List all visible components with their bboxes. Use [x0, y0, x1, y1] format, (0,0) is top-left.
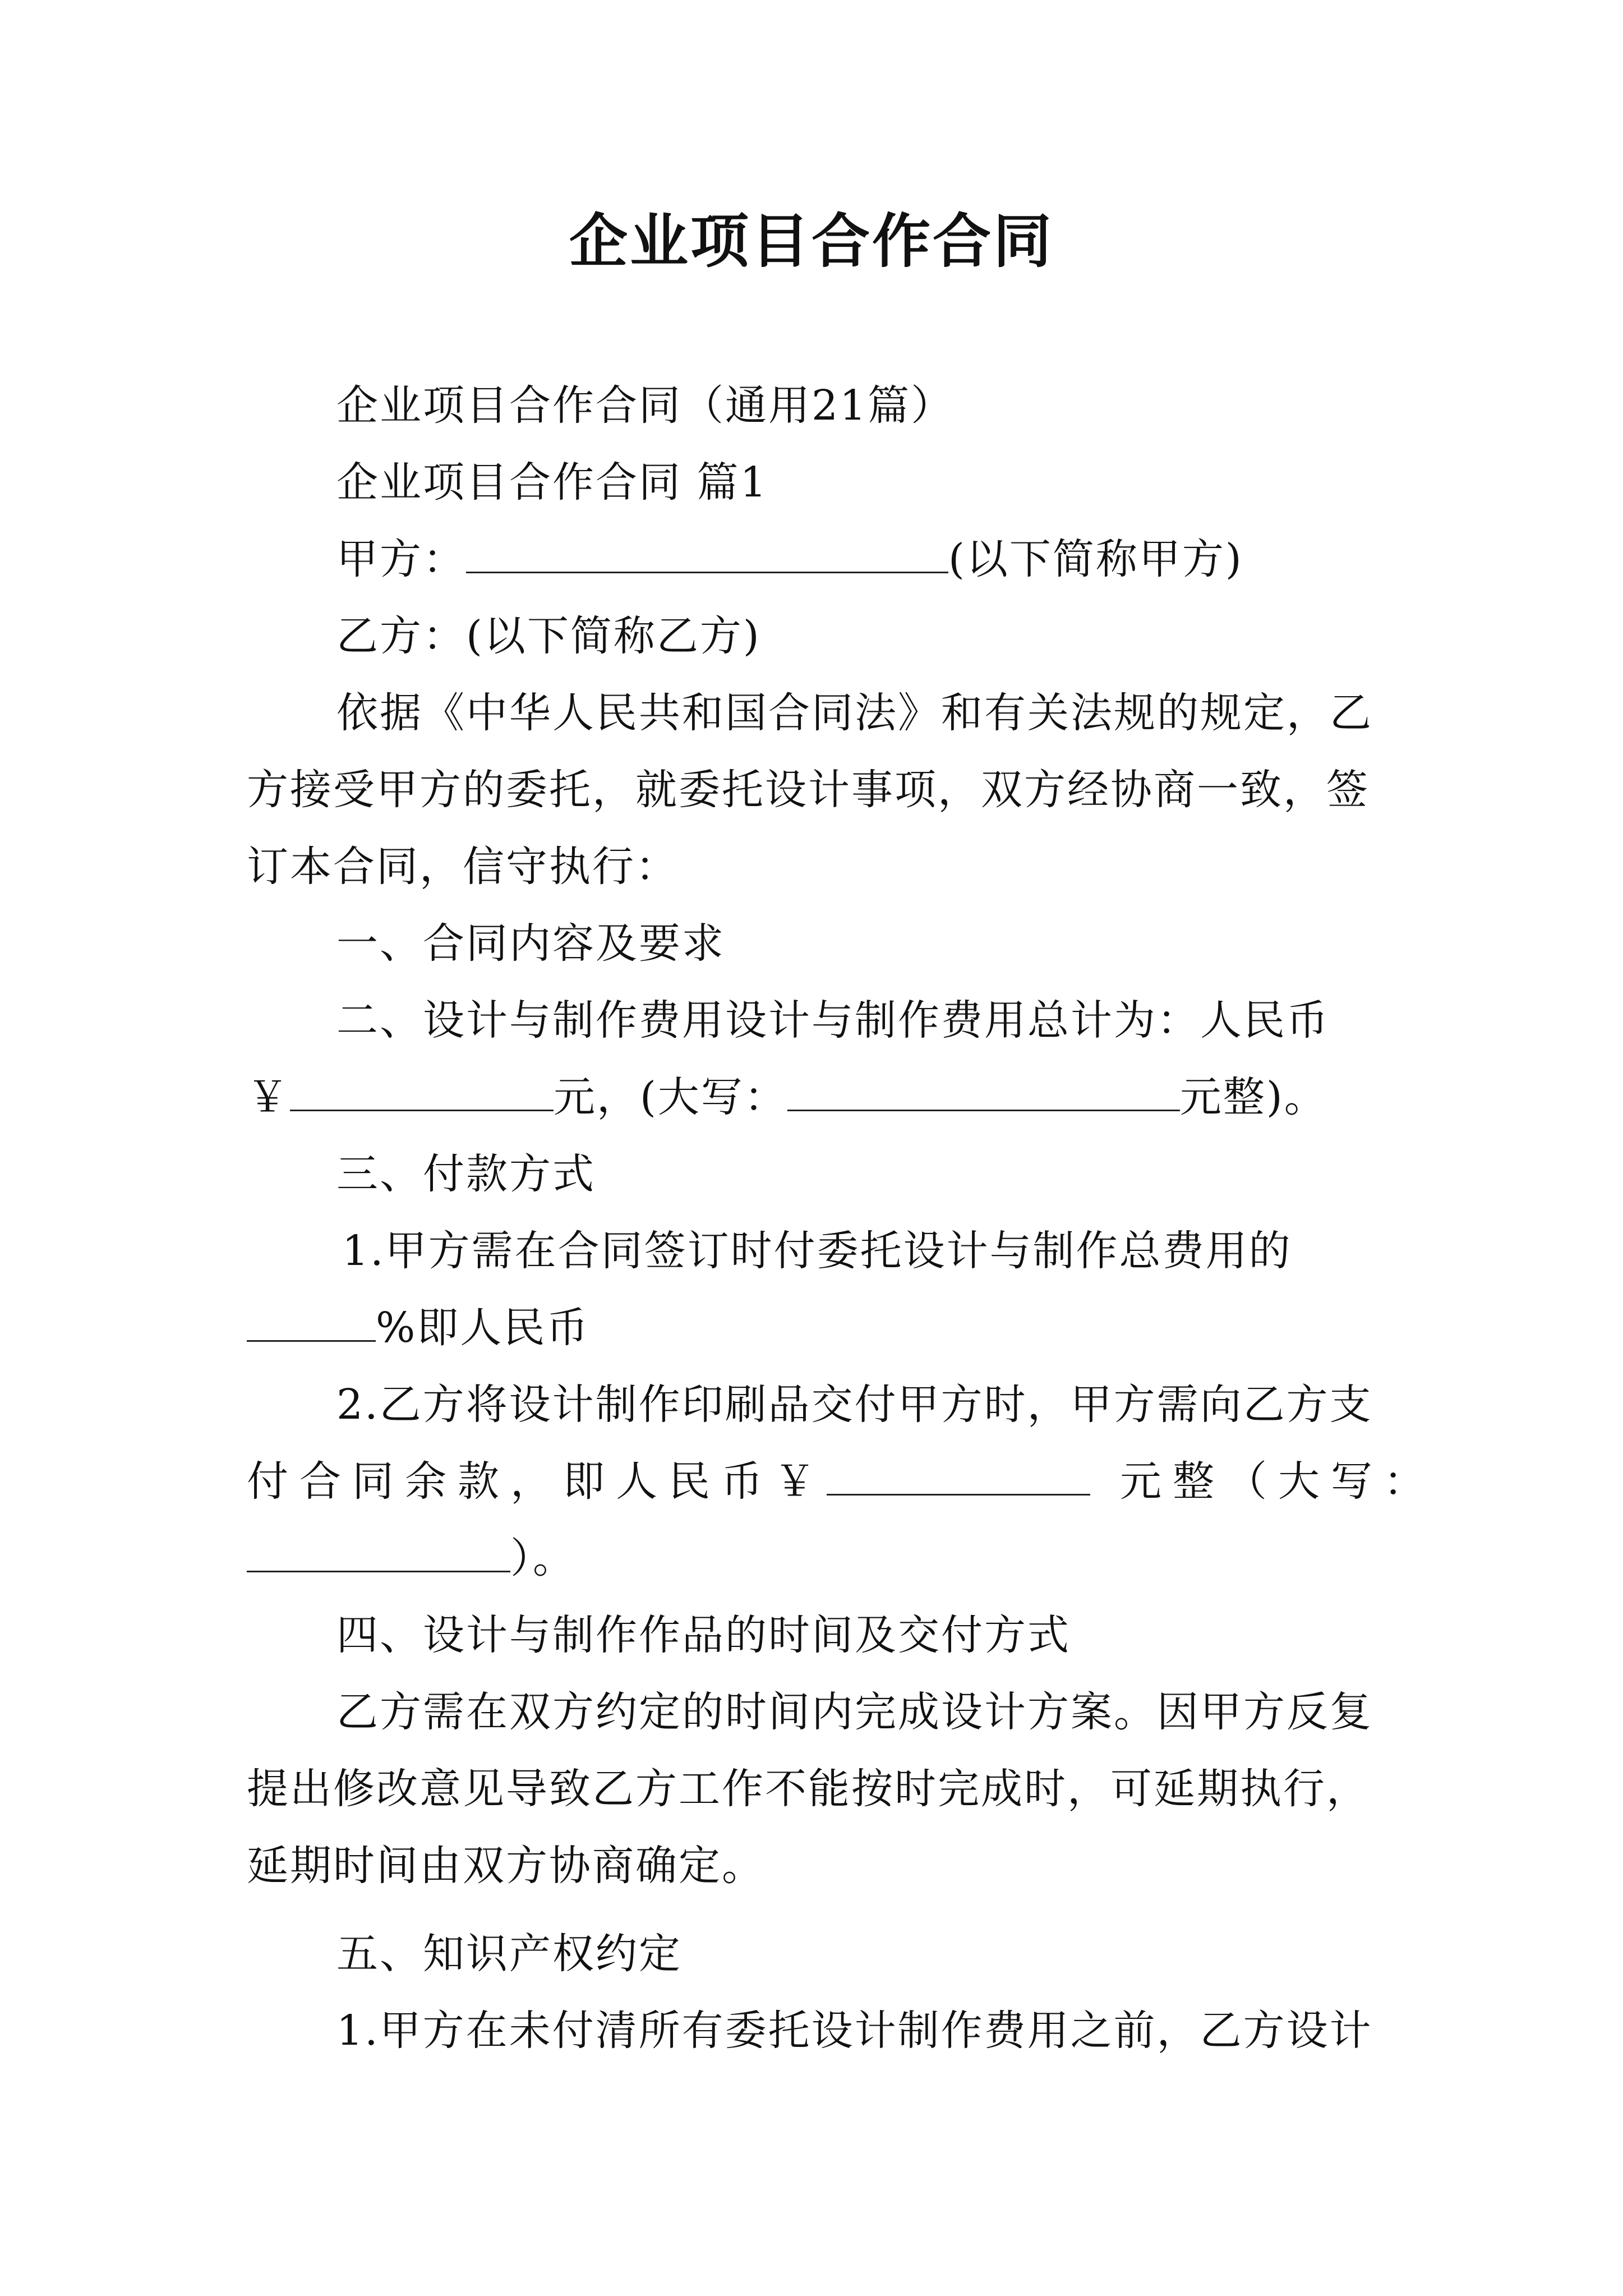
- party-b-line: 乙方：(以下简称乙方): [336, 612, 761, 660]
- party-a-suffix: (以下简称甲方): [948, 535, 1243, 583]
- preamble-line-1: 依据《中华人民共和国合同法》和有关法规的规定，乙: [336, 689, 1373, 737]
- party-a-label: 甲方：: [336, 535, 466, 583]
- ip-1-line-1: 1.甲方在未付清所有委托设计制作费用之前，乙方设计: [336, 2007, 1373, 2055]
- balance-words-blank: [247, 1535, 510, 1572]
- payment-1-suffix: %即人民币: [376, 1304, 590, 1352]
- amount-words-blank: [787, 1074, 1180, 1111]
- payment-2-suffix: 元整（大写：: [1120, 1457, 1437, 1506]
- document-subtitle: 企业项目合作合同（通用21篇）: [336, 381, 955, 430]
- delivery-line-2: 提出修改意见导致乙方工作不能按时完成时，可延期执行，: [247, 1765, 1370, 1813]
- document-body: [247, 367, 1437, 2069]
- balance-blank: [827, 1458, 1090, 1496]
- amount-blank: [290, 1074, 554, 1111]
- payment-1-line-1: 1.甲方需在合同签订时付委托设计与制作总费用的: [342, 1227, 1292, 1275]
- payment-2-line-1: 2.乙方将设计制作印刷品交付甲方时，甲方需向乙方支: [336, 1381, 1373, 1429]
- preamble-line-2: 方接受甲方的委托，就委托设计事项，双方经协商一致，签: [247, 766, 1370, 814]
- clause-5-heading: 五、知识产权约定: [336, 1930, 682, 1978]
- clause-1-heading: 一、合同内容及要求: [336, 919, 725, 968]
- percent-blank: [247, 1304, 376, 1342]
- payment-2-end: ）。: [510, 1534, 576, 1582]
- payment-2-line-2: [247, 1443, 1437, 1520]
- clause-2-yuan: 元，(大写：: [554, 1073, 787, 1121]
- payment-2-prefix: 付合同余款，即人民币￥: [247, 1457, 827, 1506]
- clause-4-heading: 四、设计与制作作品的时间及交付方式: [336, 1611, 1071, 1659]
- section-heading: 企业项目合作合同 篇1: [336, 458, 768, 507]
- document-title: 企业项目合作合同: [569, 207, 1054, 275]
- party-a-line: [247, 521, 1385, 598]
- clause-2-end: 元整)。: [1179, 1073, 1327, 1121]
- party-a-blank: [466, 536, 948, 573]
- delivery-line-1: 乙方需在双方约定的时间内完成设计方案。因甲方反复: [336, 1688, 1373, 1736]
- clause-3-heading: 三、付款方式: [336, 1150, 596, 1198]
- payment-1-line-2: [247, 1290, 1385, 1366]
- delivery-line-3: 延期时间由双方协商确定。: [247, 1842, 765, 1890]
- clause-2-line-1: 二、设计与制作费用设计与制作费用总计为：人民币: [336, 996, 1330, 1045]
- yen-symbol: ￥: [247, 1073, 290, 1121]
- preamble-line-3: 订本合同，信守执行：: [247, 843, 679, 891]
- clause-2-line-2: [247, 1059, 1385, 1136]
- payment-2-line-3: [247, 1520, 1385, 1597]
